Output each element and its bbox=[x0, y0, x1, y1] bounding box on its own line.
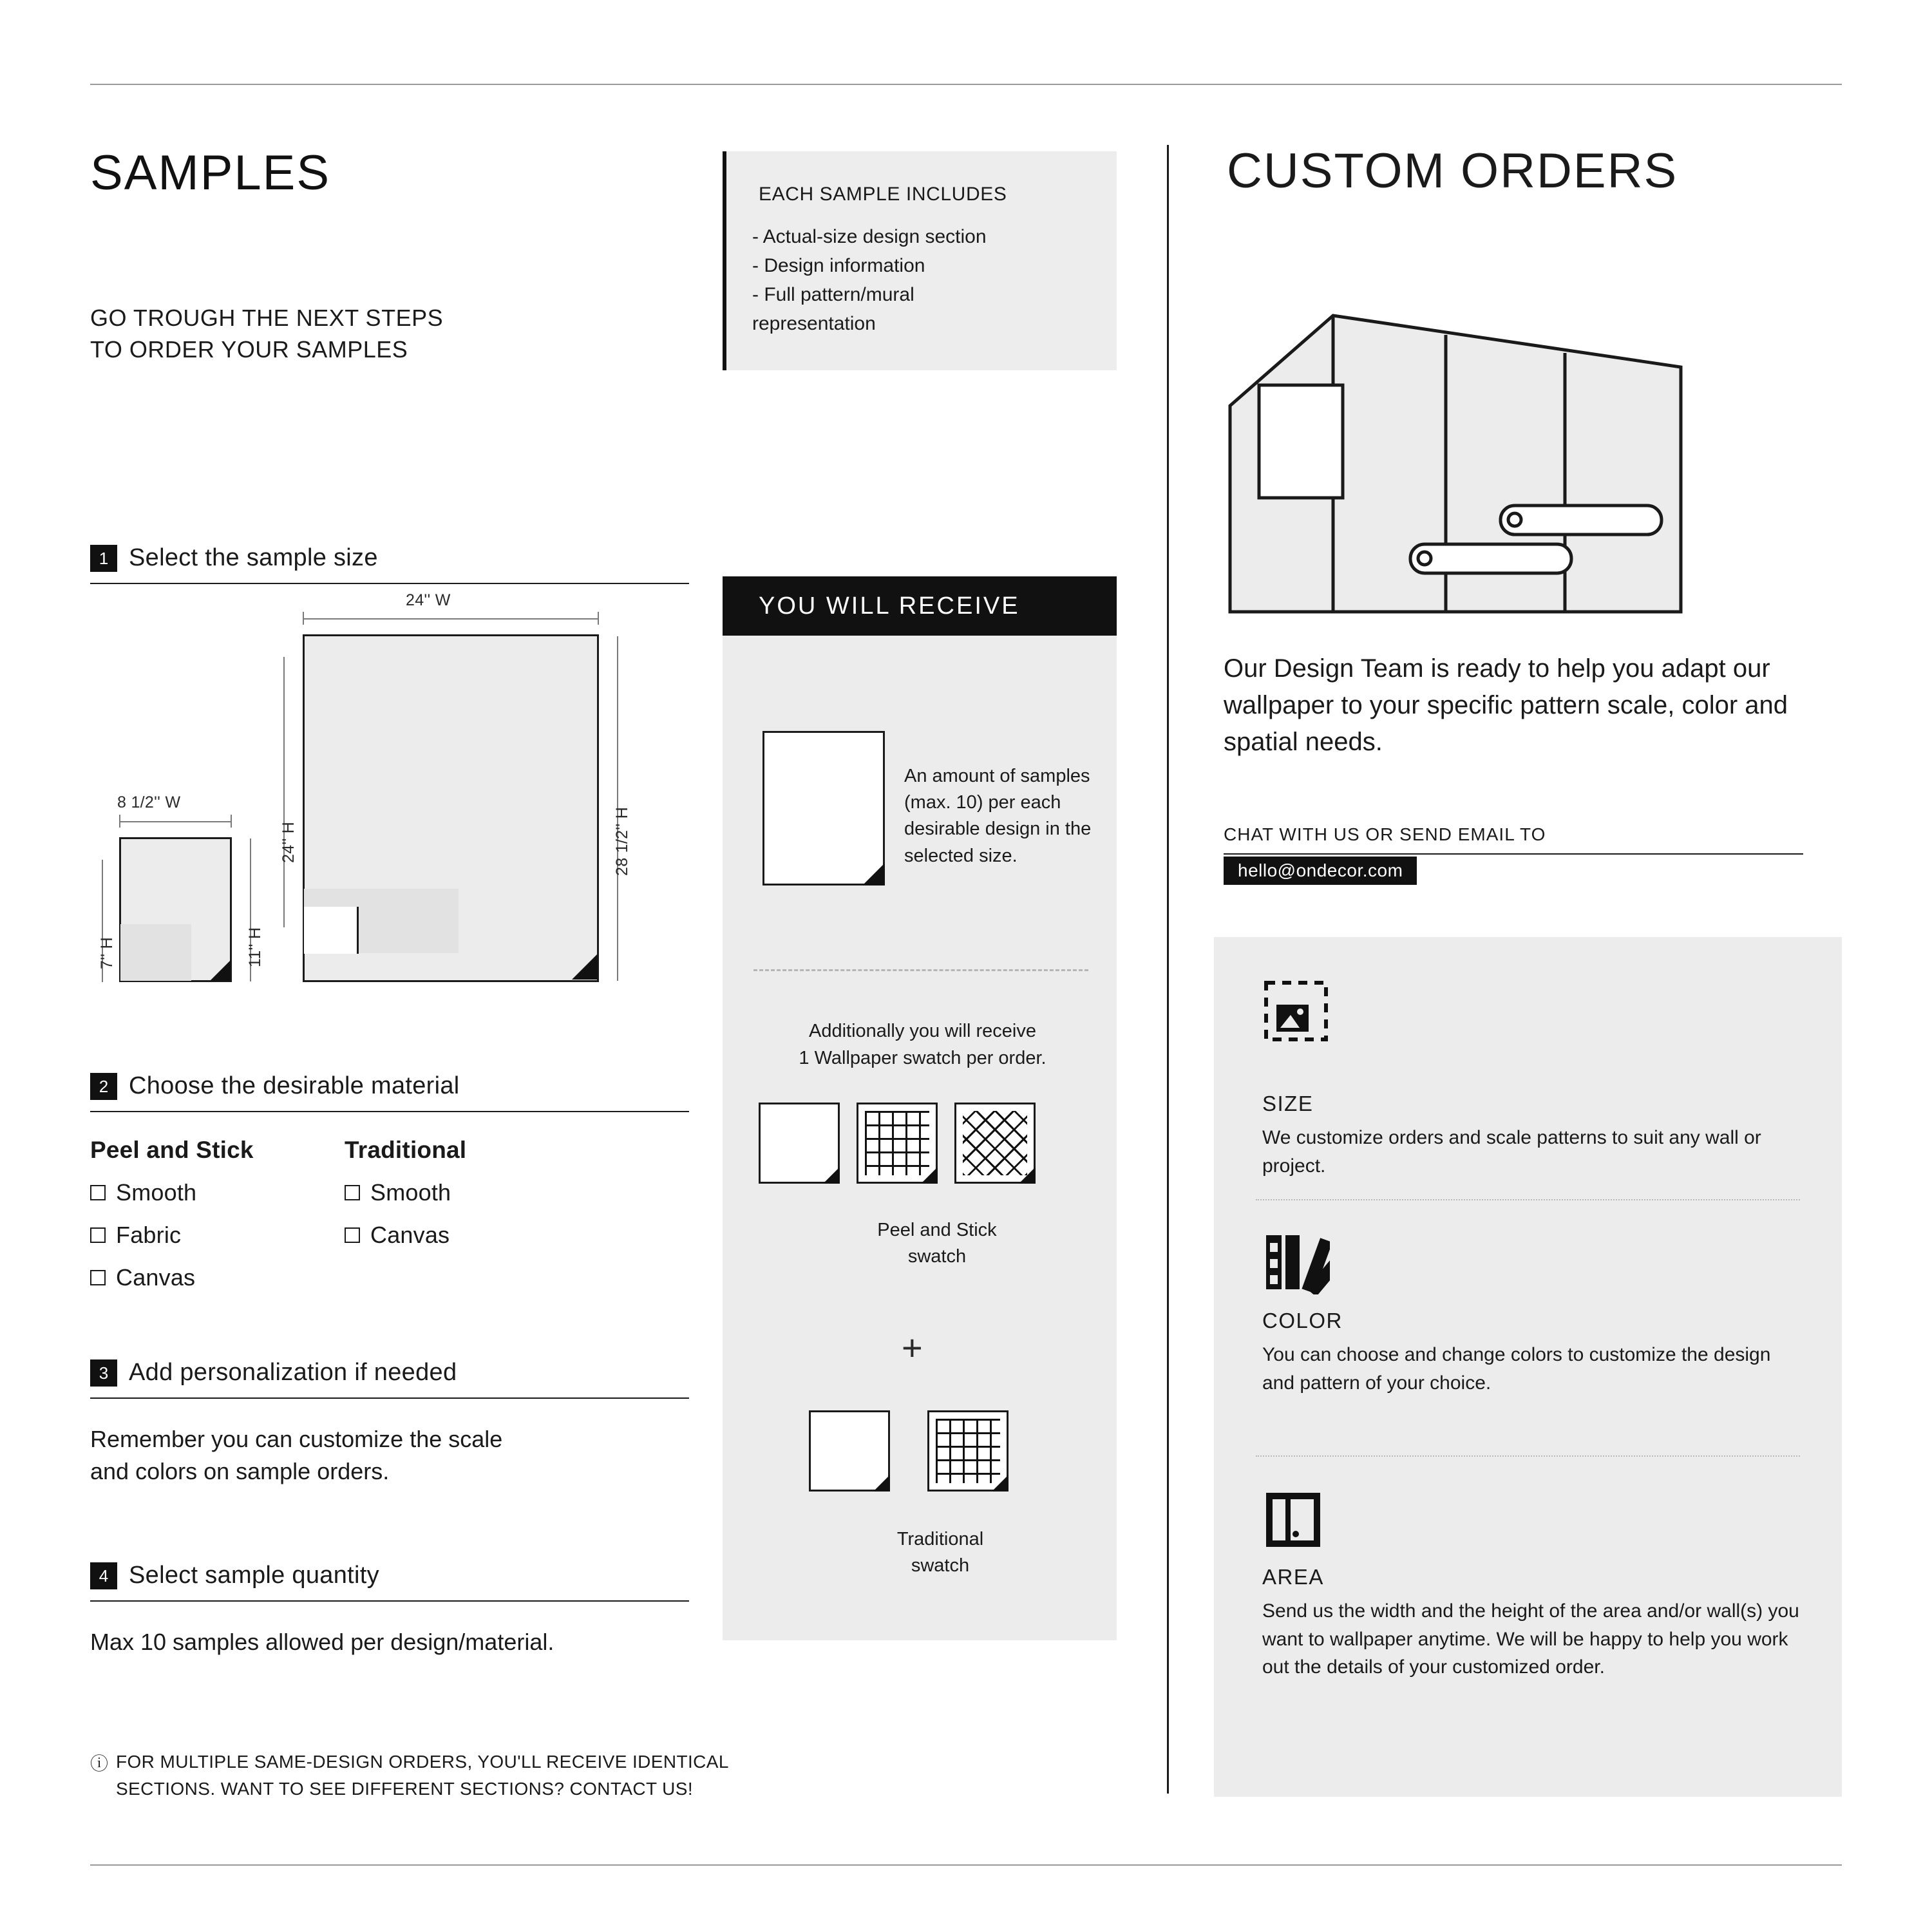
step-4-header bbox=[90, 1562, 379, 1589]
email-link[interactable]: hello@ondecor.com bbox=[1224, 857, 1417, 885]
step-2-underline bbox=[90, 1111, 689, 1112]
includes-item: - Design information bbox=[752, 255, 925, 276]
includes-accent-bar bbox=[723, 151, 726, 370]
includes-item: representation bbox=[752, 313, 876, 334]
peel-swatch-caption-line1: Peel and Stick bbox=[877, 1220, 997, 1240]
material-option-trad-smooth[interactable] bbox=[345, 1179, 466, 1206]
material-option-label: Smooth bbox=[370, 1179, 451, 1206]
material-column-peel-and-stick bbox=[90, 1137, 254, 1291]
large-width-dim-line bbox=[303, 618, 599, 620]
step-3-label: Add personalization if needed bbox=[129, 1359, 457, 1386]
grid-pattern-icon bbox=[865, 1111, 929, 1175]
checkbox-icon[interactable] bbox=[345, 1185, 360, 1200]
additional-swatch-note bbox=[747, 1018, 1098, 1072]
step-1-label: Select the sample size bbox=[129, 544, 378, 571]
includes-list bbox=[752, 222, 1087, 338]
checkbox-icon[interactable] bbox=[90, 1270, 106, 1285]
includes-title: EACH SAMPLE INCLUDES bbox=[759, 184, 1007, 205]
chat-underline bbox=[1224, 853, 1803, 855]
step-3-number: 3 bbox=[90, 1359, 117, 1387]
additional-swatch-note-line1: Additionally you will receive bbox=[809, 1021, 1036, 1041]
additional-swatch-note-line2: 1 Wallpaper swatch per order. bbox=[799, 1048, 1046, 1069]
plus-icon: + bbox=[902, 1327, 923, 1368]
peel-swatch-caption-line2: swatch bbox=[907, 1245, 967, 1267]
step-3-body bbox=[90, 1423, 670, 1488]
bottom-divider bbox=[90, 1864, 1842, 1866]
samples-subtitle-line1: GO TROUGH THE NEXT STEPS bbox=[90, 305, 444, 331]
image-frame-icon bbox=[1262, 979, 1330, 1046]
feature-title-area: AREA bbox=[1262, 1565, 1324, 1589]
large-sample-corner-fold bbox=[572, 954, 598, 980]
checkbox-icon[interactable] bbox=[345, 1227, 360, 1243]
large-left-dim-line bbox=[283, 657, 285, 927]
swatch-corner-fold bbox=[921, 1167, 938, 1184]
step-3-header bbox=[90, 1359, 457, 1387]
step-3-underline bbox=[90, 1397, 689, 1399]
material-option-trad-canvas[interactable] bbox=[345, 1222, 466, 1249]
tick bbox=[598, 612, 599, 625]
step-1-number: 1 bbox=[90, 545, 117, 572]
swatch-corner-fold bbox=[873, 1475, 890, 1492]
feature-title-size: SIZE bbox=[1262, 1092, 1314, 1115]
material-heading-peel-and-stick: Peel and Stick bbox=[90, 1137, 254, 1163]
material-option-label: Fabric bbox=[116, 1222, 182, 1248]
step-2-number: 2 bbox=[90, 1073, 117, 1100]
large-width-label: 24'' W bbox=[406, 591, 451, 609]
footnote bbox=[90, 1748, 863, 1803]
step-4-number: 4 bbox=[90, 1562, 117, 1589]
large-height-right-label: 28 1/2'' H bbox=[613, 806, 631, 876]
checkbox-icon[interactable] bbox=[90, 1227, 106, 1243]
grid-pattern-icon bbox=[936, 1419, 1000, 1483]
color-swatch-fan-icon bbox=[1262, 1230, 1330, 1298]
column-divider bbox=[1167, 145, 1169, 1794]
step-4-underline bbox=[90, 1600, 689, 1602]
samples-subtitle bbox=[90, 303, 580, 365]
step-3-body-line2: and colors on sample orders. bbox=[90, 1458, 390, 1485]
receive-description: An amount of samples (max. 10) per each desirable design in the selected size. bbox=[904, 766, 1092, 866]
feature-title-color: COLOR bbox=[1262, 1309, 1343, 1332]
step-3-body-line1: Remember you can customize the scale bbox=[90, 1426, 503, 1452]
feature-body-size: We customize orders and scale patterns to suit any wall or project. bbox=[1262, 1127, 1761, 1177]
step-1-header bbox=[90, 544, 378, 572]
tick bbox=[303, 612, 304, 625]
small-width-label: 8 1/2'' W bbox=[117, 793, 181, 811]
material-option-peel-smooth[interactable] bbox=[90, 1179, 254, 1206]
swatch-corner-fold bbox=[992, 1475, 1009, 1492]
traditional-swatch-caption-line2: swatch bbox=[911, 1555, 970, 1576]
feature-body-area: Send us the width and the height of the area and/or wall(s) you want to wallpaper anytime. We will be happy to help you work out the details of your customized order. bbox=[1262, 1600, 1799, 1678]
cross-pattern-icon bbox=[963, 1111, 1027, 1175]
samples-subtitle-line2: TO ORDER YOUR SAMPLES bbox=[90, 336, 408, 363]
sample-sheet-corner-fold bbox=[862, 863, 885, 886]
material-heading-traditional: Traditional bbox=[345, 1137, 467, 1163]
sample-sheet-illustration bbox=[762, 731, 885, 886]
checkbox-icon[interactable] bbox=[90, 1185, 106, 1200]
house-with-wallpaper-rolls-icon bbox=[1224, 309, 1687, 618]
includes-item: - Actual-size design section bbox=[752, 226, 987, 247]
swatch-corner-fold bbox=[1019, 1167, 1036, 1184]
footnote-line1: FOR MULTIPLE SAME-DESIGN ORDERS, YOU'LL RECEIVE IDENTICAL bbox=[116, 1752, 729, 1772]
step-2-header bbox=[90, 1072, 460, 1100]
swatch-corner-fold bbox=[823, 1167, 840, 1184]
info-icon: ⓘ bbox=[90, 1754, 109, 1774]
traditional-swatch-caption bbox=[795, 1526, 1085, 1578]
peel-swatch-caption bbox=[792, 1217, 1082, 1269]
design-team-text: Our Design Team is ready to help you adapt our wallpaper to your specific pattern scale, color and spatial needs. bbox=[1224, 654, 1788, 756]
small-sample-inner-block bbox=[120, 924, 191, 981]
step-4-label: Select sample quantity bbox=[129, 1562, 379, 1589]
large-sample-white-block bbox=[304, 907, 359, 954]
step-1-underline bbox=[90, 583, 689, 584]
chat-label: CHAT WITH US OR SEND EMAIL TO bbox=[1224, 824, 1546, 844]
material-option-label: Canvas bbox=[370, 1222, 450, 1248]
feature-divider bbox=[1256, 1199, 1800, 1200]
material-option-peel-fabric[interactable] bbox=[90, 1222, 254, 1249]
you-will-receive-header: YOU WILL RECEIVE bbox=[723, 576, 1117, 636]
wall-panels-icon bbox=[1262, 1488, 1330, 1555]
feature-divider bbox=[1256, 1455, 1800, 1457]
top-divider bbox=[90, 84, 1842, 85]
tick bbox=[231, 815, 232, 828]
page-title-custom-orders: CUSTOM ORDERS bbox=[1227, 144, 1678, 198]
step-2-label: Choose the desirable material bbox=[129, 1072, 460, 1099]
step-4-body: Max 10 samples allowed per design/material. bbox=[90, 1629, 554, 1655]
material-option-label: Canvas bbox=[116, 1264, 196, 1291]
small-height-right-label: 11'' H bbox=[246, 927, 264, 967]
large-height-left-label: 24'' H bbox=[279, 821, 298, 863]
small-sample-corner-fold bbox=[210, 960, 231, 981]
material-option-label: Smooth bbox=[116, 1179, 197, 1206]
tick bbox=[119, 815, 120, 828]
receive-divider bbox=[753, 969, 1088, 971]
material-column-traditional bbox=[345, 1137, 466, 1249]
traditional-swatch-caption-line1: Traditional bbox=[896, 1529, 984, 1549]
footnote-line2: SECTIONS. WANT TO SEE DIFFERENT SECTIONS? CONTACT US! bbox=[116, 1779, 694, 1799]
feature-body-color: You can choose and change colors to customize the design and pattern of your choice. bbox=[1262, 1344, 1771, 1394]
small-width-dim-line bbox=[119, 821, 232, 822]
sample-size-diagram bbox=[90, 591, 689, 1018]
material-option-peel-canvas[interactable] bbox=[90, 1264, 254, 1291]
page-title-samples: SAMPLES bbox=[90, 146, 331, 200]
small-height-left-label: 7'' H bbox=[98, 937, 116, 969]
includes-item: - Full pattern/mural bbox=[752, 284, 914, 305]
